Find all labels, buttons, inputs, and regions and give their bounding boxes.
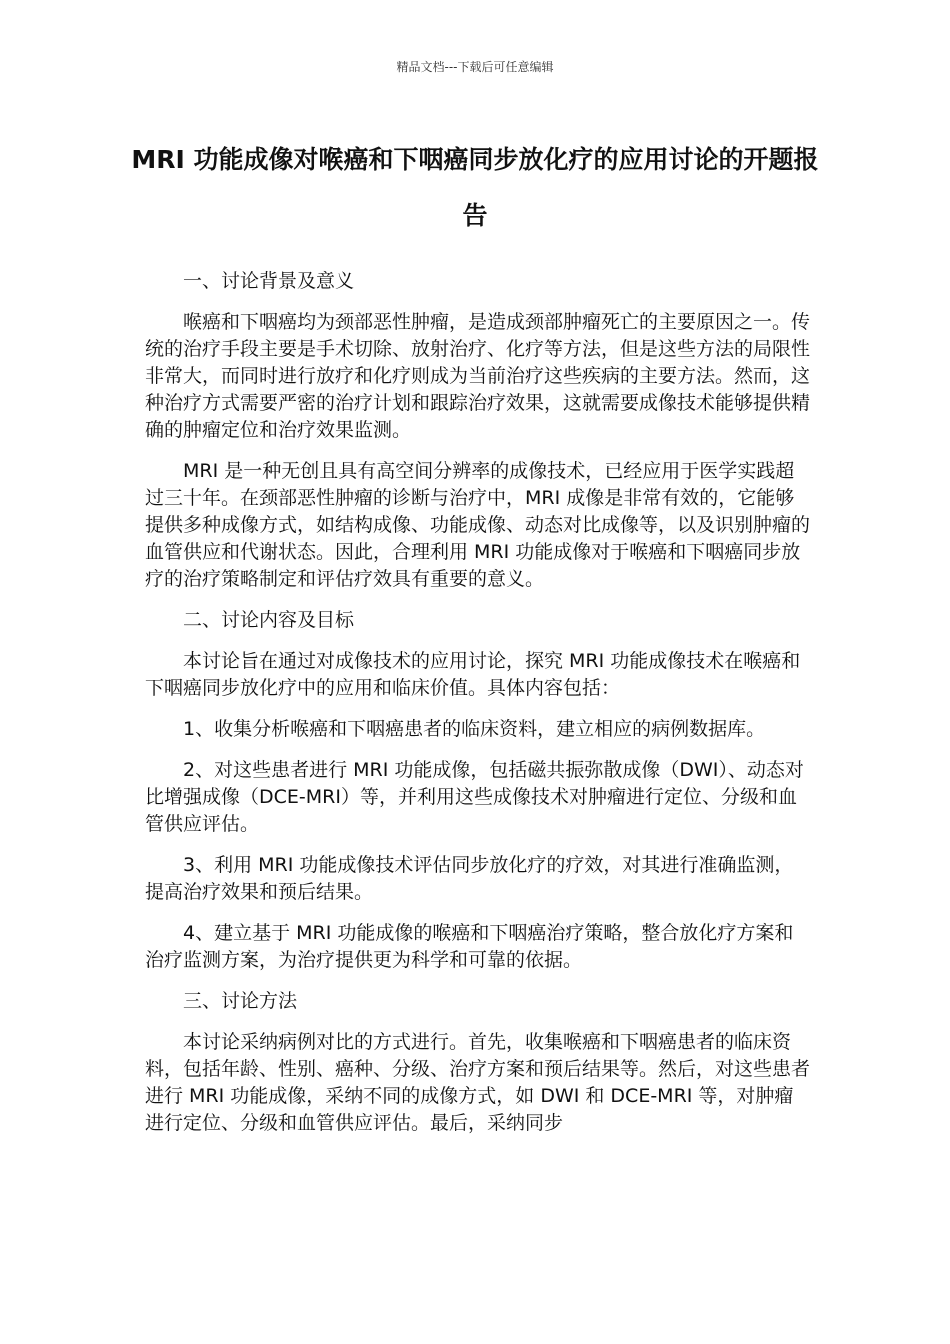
section-heading-method: 三、讨论方法 xyxy=(183,990,298,1012)
document-body xyxy=(145,268,810,1151)
list-item-1: 1、收集分析喉癌和下咽癌患者的临床资料，建立相应的病例数据库。 xyxy=(183,718,766,740)
section-heading-content: 二、讨论内容及目标 xyxy=(183,609,355,631)
list-item-4: 4、建立基于 MRI 功能成像的喉癌和下咽癌治疗策略，整合放化疗方案和治疗监测方案，为治疗提供更为科学和可靠的依据。 xyxy=(145,922,794,971)
list-item-2: 2、对这些患者进行 MRI 功能成像，包括磁共振弥散成像（DWI）、动态对比增强成像（DCE-MRI）等，并利用这些成像技术对肿瘤进行定位、分级和血管供应评估。 xyxy=(145,759,804,835)
list-item-3: 3、利用 MRI 功能成像技术评估同步放化疗的疗效，对其进行准确监测，提高治疗效果和预后结果。 xyxy=(145,854,794,903)
section-heading-background: 一、讨论背景及意义 xyxy=(183,270,355,292)
paragraph-content-intro: 本讨论旨在通过对成像技术的应用讨论，探究 MRI 功能成像技术在喉癌和下咽癌同步放化疗中的应用和临床价值。具体内容包括： xyxy=(145,650,801,699)
paragraph-background-2: MRI 是一种无创且具有高空间分辨率的成像技术，已经应用于医学实践超过三十年。在颈部恶性肿瘤的诊断与治疗中，MRI 成像是非常有效的，它能够提供多种成像方式，如结构成像、功能成像、动态对比成像等，以及识别肿瘤的血管供应和代谢状态。因此，合理利用 MRI 功能成像对于喉癌和下咽癌同步放疗的治疗策略制定和评估疗效具有重要的意义。 xyxy=(145,460,811,590)
paragraph-method: 本讨论采纳病例对比的方式进行。首先，收集喉癌和下咽癌患者的临床资料，包括年龄、性别、癌种、分级、治疗方案和预后结果等。然后，对这些患者进行 MRI 功能成像，采纳不同的成像方式，如 DWI 和 DCE-MRI 等，对肿瘤进行定位、分级和血管供应评估。最后，采纳同步 xyxy=(145,1031,811,1134)
header-note: 精品文档---下载后可任意编辑 xyxy=(396,60,554,74)
document-title: MRI 功能成像对喉癌和下咽癌同步放化疗的应用讨论的开题报告 xyxy=(131,145,819,230)
paragraph-background-1: 喉癌和下咽癌均为颈部恶性肿瘤，是造成颈部肿瘤死亡的主要原因之一。传统的治疗手段主要是手术切除、放射治疗、化疗等方法，但是这些方法的局限性非常大，而同时进行放疗和化疗则成为当前治疗这些疾病的主要方法。然而，这种治疗方式需要严密的治疗计划和跟踪治疗效果，这就需要成像技术能够提供精确的肿瘤定位和治疗效果监测。 xyxy=(145,311,811,441)
